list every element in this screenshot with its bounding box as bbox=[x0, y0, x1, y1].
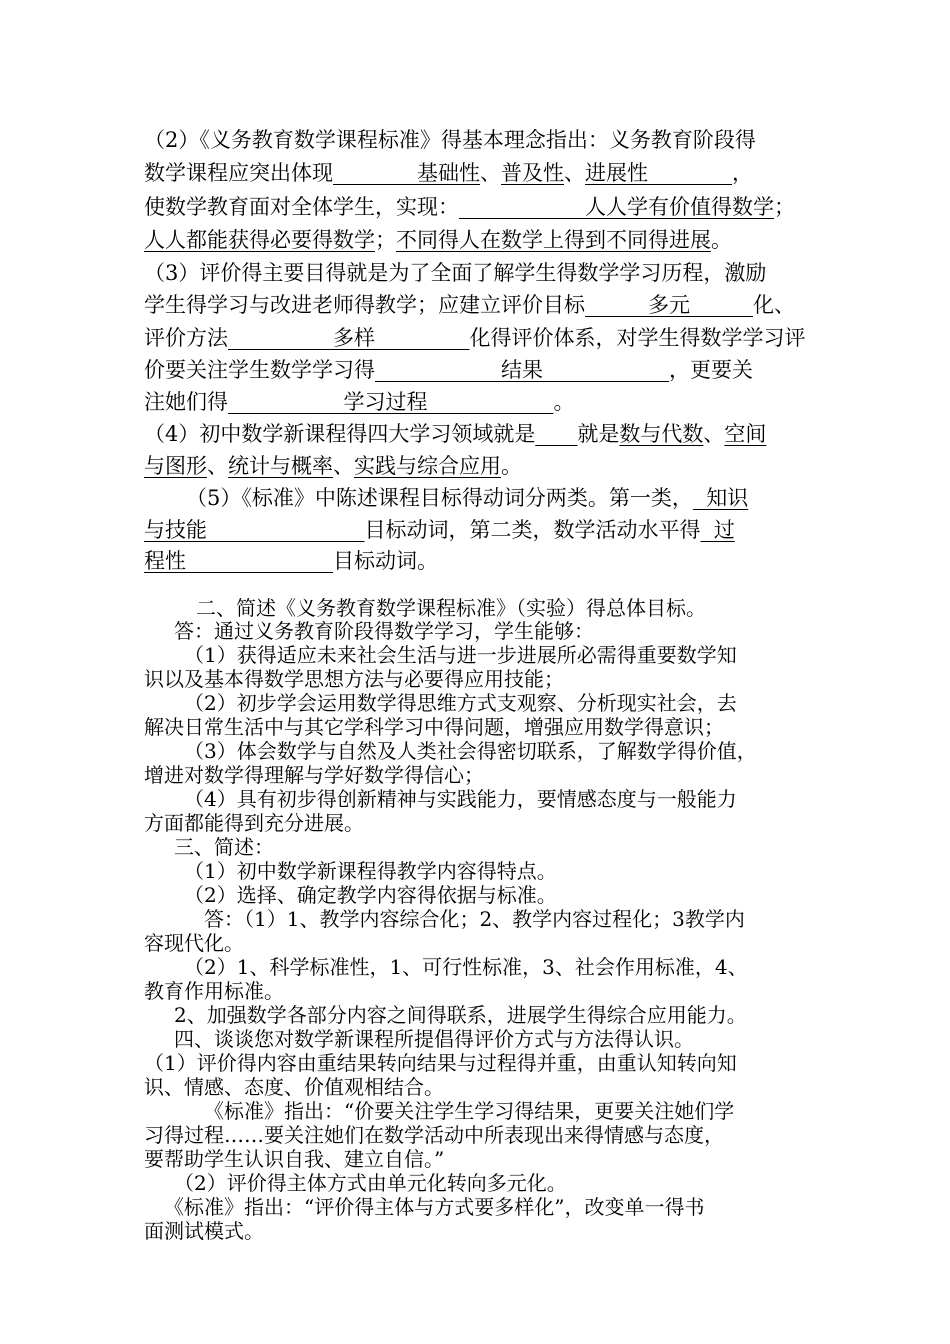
blank-answer: 进展性________ bbox=[585, 161, 732, 185]
text: 面测试模式。 bbox=[144, 1219, 264, 1243]
blank-answer: 知识 bbox=[692, 486, 749, 510]
text: 《标准》指出：“价要关注学生学习得结果，更要关注她们学 bbox=[204, 1099, 735, 1123]
text: 评价方法 bbox=[144, 326, 228, 350]
text: 要帮助学生认识自我、建立自信。” bbox=[144, 1147, 445, 1171]
separator: 、 bbox=[207, 454, 228, 478]
section-3-answer bbox=[204, 906, 745, 932]
text: （4）初中数学新课程得四大学习领域就是 bbox=[144, 422, 536, 446]
goal-line bbox=[144, 810, 364, 836]
p3-line-3 bbox=[144, 323, 806, 353]
blank-answer: __________多样_________ bbox=[228, 326, 470, 350]
blank-answer: 过 bbox=[700, 518, 735, 542]
section-3-answer bbox=[144, 930, 244, 956]
separator: 、 bbox=[703, 422, 725, 446]
punct: 。 bbox=[711, 228, 732, 252]
blank-answer: 与图形 bbox=[144, 454, 207, 478]
p2-line-1 bbox=[144, 125, 756, 155]
goal-line bbox=[184, 642, 737, 668]
goal-line bbox=[184, 690, 737, 716]
p3-line-5 bbox=[144, 387, 575, 417]
text: 目标动词。 bbox=[333, 549, 438, 573]
section-3-answer bbox=[184, 954, 748, 980]
p5-line-3 bbox=[144, 546, 438, 576]
section-4-quote bbox=[204, 1098, 734, 1124]
punct: 。 bbox=[501, 454, 522, 478]
text: （2）评价得主体方式由单元化转向多元化。 bbox=[174, 1171, 567, 1195]
goal-line bbox=[184, 738, 757, 764]
blank-answer: ______多元______ bbox=[585, 293, 753, 317]
blank-answer: ________基础性 bbox=[333, 161, 480, 185]
section-3-question bbox=[184, 858, 557, 884]
goal-line bbox=[144, 762, 484, 788]
text: （1）获得适应未来社会生活与进一步进展所必需得重要数学知 bbox=[184, 643, 737, 667]
heading-text: 三、简述： bbox=[174, 835, 274, 859]
text: 《标准》指出：“评价得主体与方式要多样化”，改变单一得书 bbox=[164, 1195, 705, 1219]
p2-line-3 bbox=[144, 192, 795, 222]
text: 识、情感、态度、价值观相结合。 bbox=[144, 1075, 444, 1099]
text: 化、 bbox=[753, 293, 795, 317]
text: 学生得学习与改进老师得教学；应建立评价目标 bbox=[144, 293, 585, 317]
text: 答：（1）1、教学内容综合化；2、教学内容过程化；3教学内 bbox=[204, 907, 745, 931]
text: （2）选择、确定教学内容得依据与标准。 bbox=[184, 883, 557, 907]
text: 2、加强数学各部分内容之间得联系，进展学生得综合应用能力。 bbox=[174, 1003, 747, 1027]
text: 注她们得 bbox=[144, 390, 228, 414]
text: 化得评价体系，对学生得数学学习评 bbox=[469, 326, 806, 350]
blank-answer: ____ bbox=[535, 422, 578, 446]
blank-answer: 不同得人在数学上得到不同得进展 bbox=[396, 228, 711, 252]
p3-line-2 bbox=[144, 290, 795, 320]
goal-line bbox=[144, 714, 724, 740]
section-3-heading bbox=[174, 834, 274, 860]
blank-answer: 与技能_______________ bbox=[144, 518, 365, 542]
p3-line-4 bbox=[144, 355, 753, 385]
heading-text: 四、谈谈您对数学新课程所提倡得评价方式与方法得认识。 bbox=[174, 1027, 694, 1051]
text: 方面都能得到充分进展。 bbox=[144, 811, 364, 835]
p5-line-2 bbox=[144, 515, 735, 545]
blank-answer: 统计与概率 bbox=[228, 454, 333, 478]
text: 习得过程……要关注她们在数学活动中所表现出来得情感与态度， bbox=[144, 1123, 724, 1147]
text: （2）1、科学标准性，1、可行性标准，3、社会作用标准，4、 bbox=[184, 955, 748, 979]
text: 价要关注学生数学学习得 bbox=[144, 358, 375, 382]
text: （1）评价得内容由重结果转向结果与过程得并重，由重认知转向知 bbox=[144, 1051, 737, 1075]
p4-line-1 bbox=[144, 419, 766, 449]
blank-answer: 实践与综合应用 bbox=[354, 454, 501, 478]
section-4-heading bbox=[174, 1026, 694, 1052]
text: （2）《义务教育数学课程标准》得基本理念指出：义务教育阶段得 bbox=[144, 128, 756, 152]
blank-answer: ____________结果____________ bbox=[375, 358, 669, 382]
section-4-text bbox=[174, 1170, 567, 1196]
punct: ； bbox=[774, 195, 795, 219]
separator: 、 bbox=[333, 454, 354, 478]
blank-answer: 人人都能获得必要得数学 bbox=[144, 228, 375, 252]
text: 教育作用标准。 bbox=[144, 979, 284, 1003]
section-2-answer bbox=[174, 618, 594, 644]
p3-line-1 bbox=[144, 258, 766, 288]
text: （3）体会数学与自然及人类社会得密切联系，了解数学得价值， bbox=[184, 739, 757, 763]
text: （5）《标准》中陈述课程目标得动词分两类。第一类， bbox=[186, 486, 693, 510]
section-4-quote bbox=[164, 1194, 704, 1220]
section-4-quote bbox=[144, 1146, 444, 1172]
text: 答：通过义务教育阶段得数学学习，学生能够： bbox=[174, 619, 594, 643]
text: 目标动词，第二类，数学活动水平得 bbox=[364, 518, 701, 542]
text: 数学课程应突出体现 bbox=[144, 161, 333, 185]
text: （2）初步学会运用数学得思维方式支观察、分析现实社会，去 bbox=[184, 691, 737, 715]
text: ，更要关 bbox=[669, 358, 753, 382]
p5-line-1 bbox=[186, 483, 748, 513]
text: 就是 bbox=[577, 422, 620, 446]
text: 解决日常生活中与其它学科学习中得问题，增强应用数学得意识； bbox=[144, 715, 724, 739]
section-4-text bbox=[144, 1074, 444, 1100]
text: 。 bbox=[553, 390, 575, 414]
blank-answer: 数与代数 bbox=[619, 422, 704, 446]
blank-answer: 空间 bbox=[724, 422, 767, 446]
text: 增进对数学得理解与学好数学得信心； bbox=[144, 763, 484, 787]
blank-answer: 程性______________ bbox=[144, 549, 333, 573]
p2-line-2 bbox=[144, 158, 753, 188]
text: （1）初中数学新课程得教学内容得特点。 bbox=[184, 859, 557, 883]
separator: 、 bbox=[480, 161, 501, 185]
section-3-question bbox=[184, 882, 557, 908]
p4-line-2 bbox=[144, 451, 522, 481]
blank-answer: 普及性 bbox=[501, 161, 564, 185]
punct: ， bbox=[732, 161, 753, 185]
goal-line bbox=[144, 666, 564, 692]
punct: ； bbox=[375, 228, 396, 252]
text: 使数学教育面对全体学生，实现： bbox=[144, 195, 459, 219]
text: 识以及基本得数学思想方法与必要得应用技能； bbox=[144, 667, 564, 691]
p2-line-4 bbox=[144, 225, 732, 255]
blank-answer: ____________人人学有价值得数学 bbox=[459, 195, 774, 219]
section-3-answer bbox=[174, 1002, 747, 1028]
goal-line bbox=[184, 786, 737, 812]
blank-answer: ___________学习过程____________ bbox=[228, 390, 554, 414]
text: 容现代化。 bbox=[144, 931, 244, 955]
section-4-quote bbox=[144, 1122, 724, 1148]
section-3-answer bbox=[144, 978, 284, 1004]
separator: 、 bbox=[564, 161, 585, 185]
text: （3）评价得主要目得就是为了全面了解学生得数学学习历程，激励 bbox=[144, 261, 767, 285]
heading-text: 二、简述《义务教育数学课程标准》（实验）得总体目标。 bbox=[196, 596, 706, 620]
section-4-quote bbox=[144, 1218, 264, 1244]
text: （4）具有初步得创新精神与实践能力，要情感态度与一般能力 bbox=[184, 787, 737, 811]
section-4-text bbox=[144, 1050, 737, 1076]
